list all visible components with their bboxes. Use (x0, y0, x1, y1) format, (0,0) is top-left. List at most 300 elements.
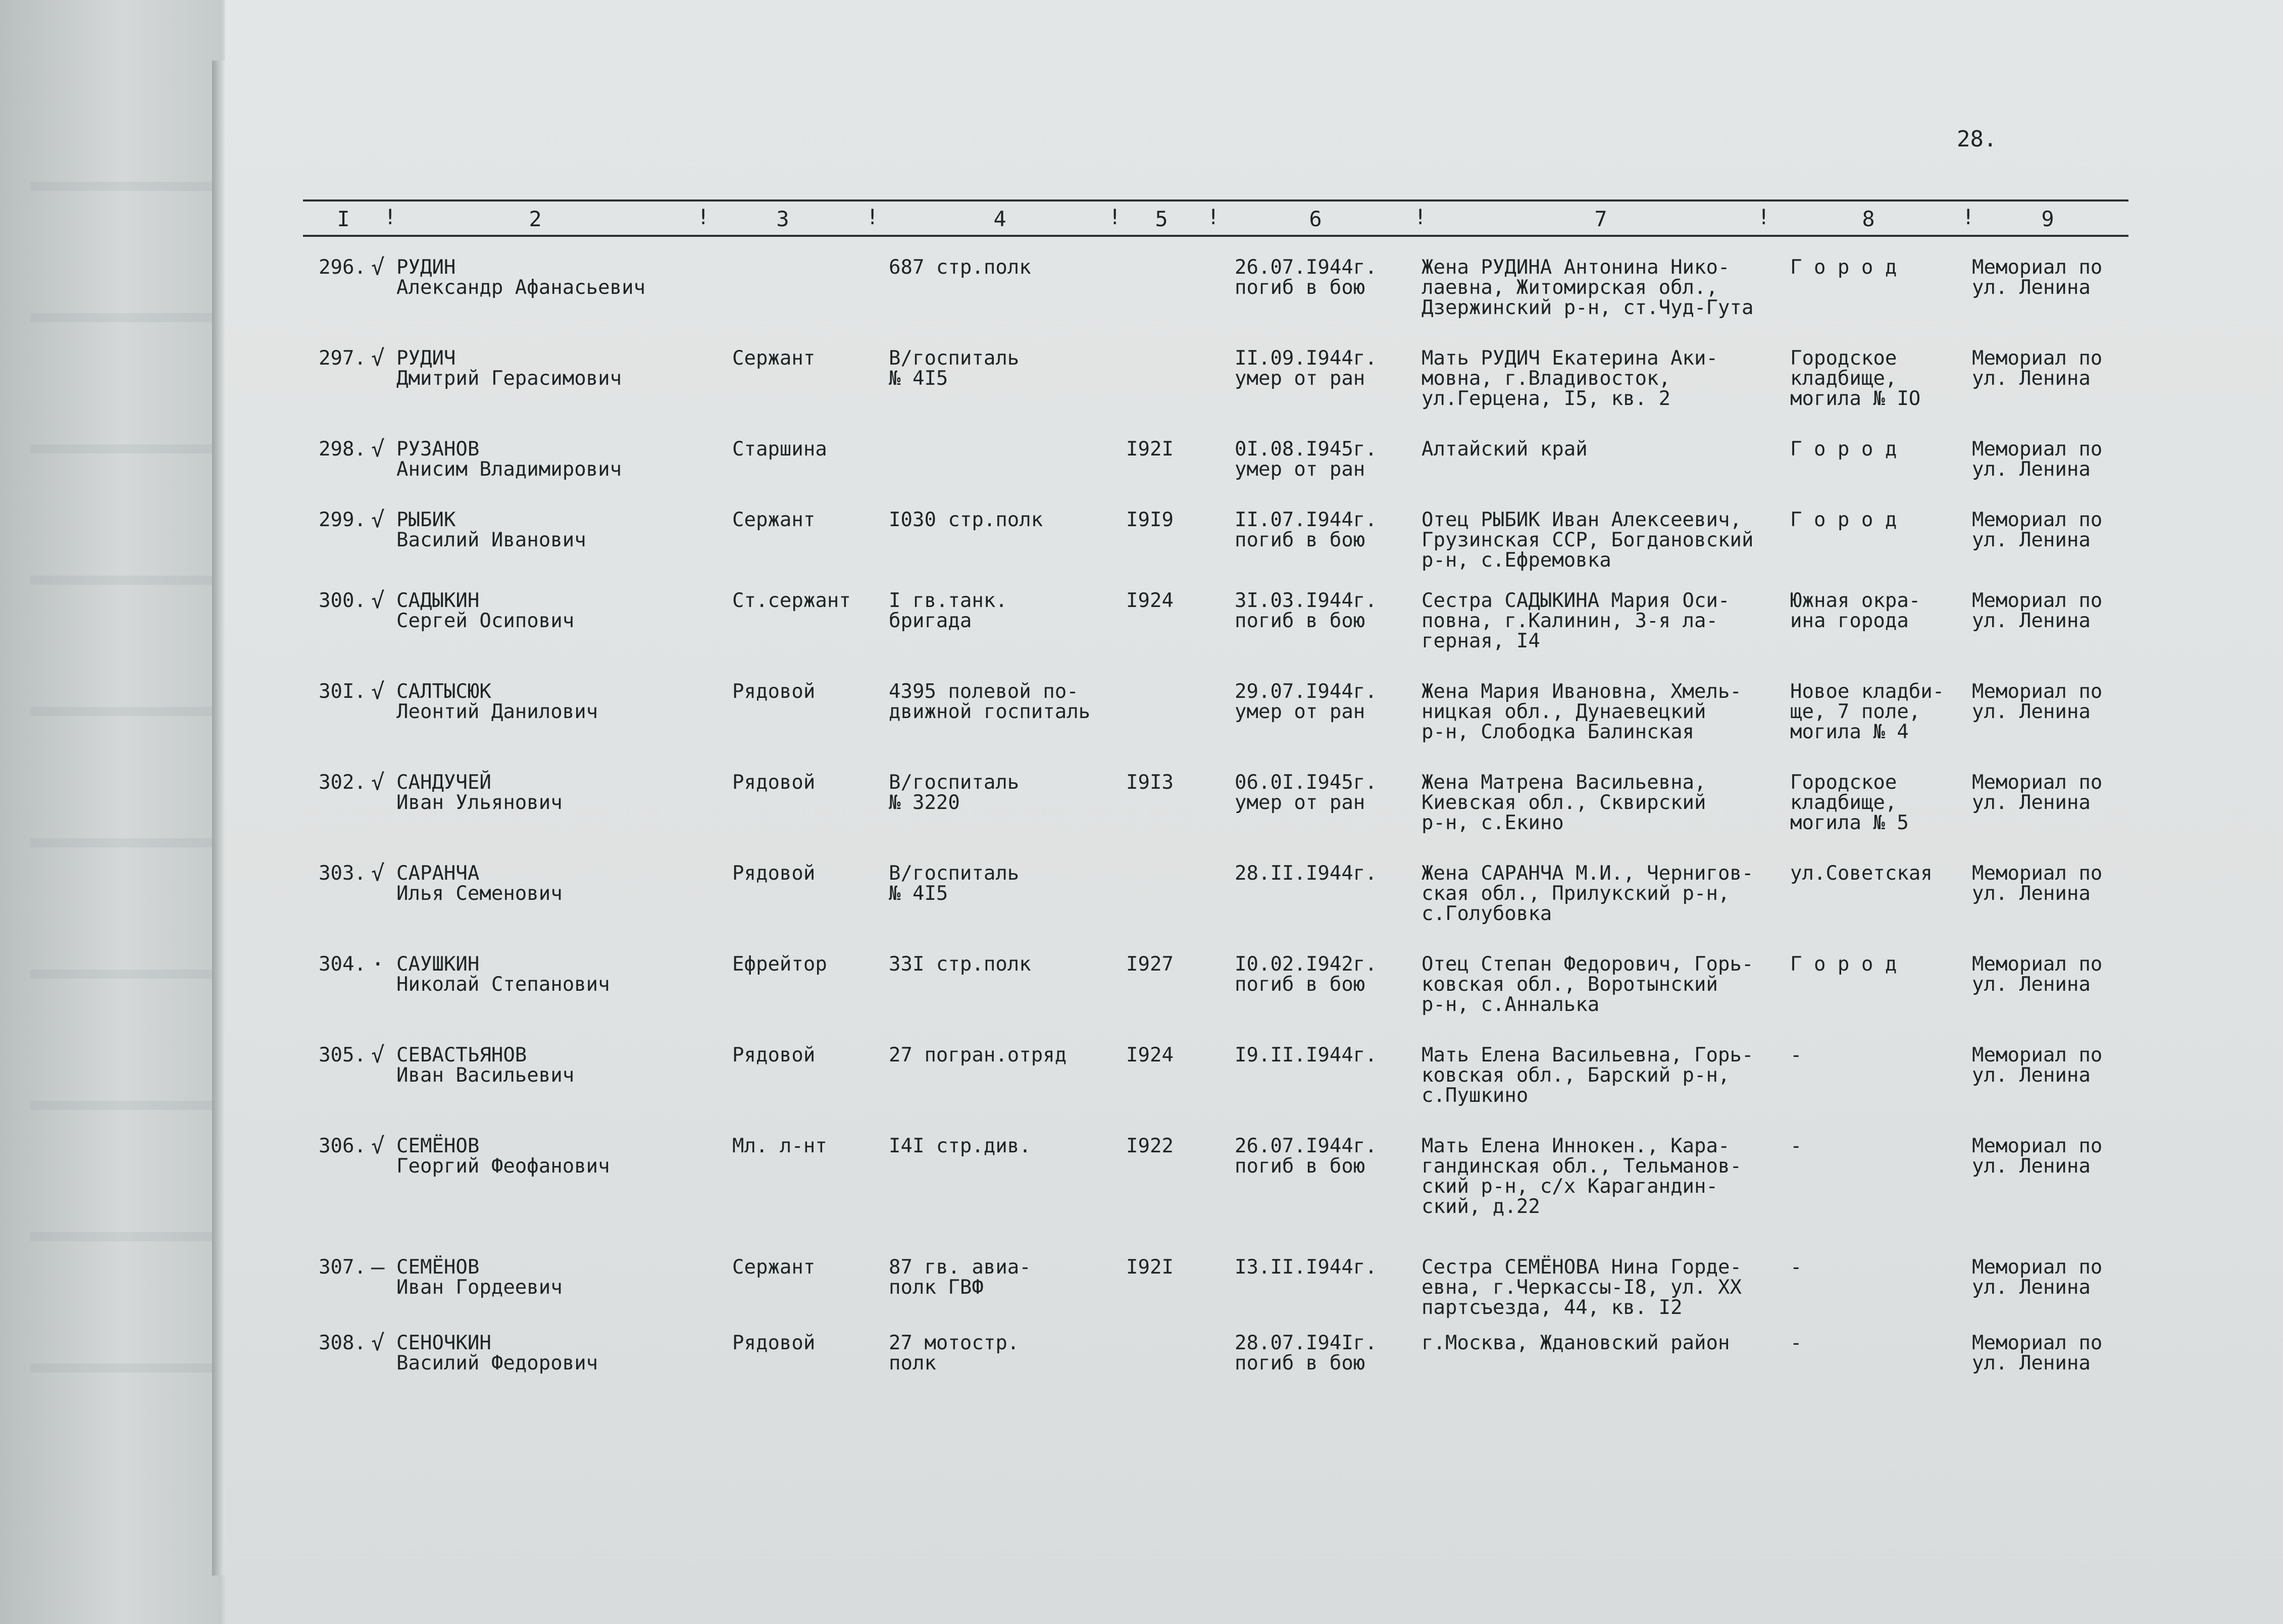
next-of-kin-line: Сестра СЕМЁНОВА Нина Горде- (1422, 1256, 1742, 1279)
next-of-kin-line: евна, г.Черкассы-I8, ул. XX (1422, 1276, 1742, 1299)
burial-place (1790, 1257, 1977, 1278)
death-date (1235, 1045, 1437, 1065)
next-of-kin-line: лаевна, Житомирская обл., (1422, 276, 1718, 299)
given-names: Леонтий Данилович (396, 700, 598, 723)
next-of-kin (1422, 773, 1785, 833)
column-header-7: 7 (1594, 206, 1607, 231)
bleed-through-line (30, 1232, 212, 1241)
next-of-kin (1422, 1045, 1785, 1106)
burial-place (1790, 773, 1977, 833)
given-names: Василий Федорович (396, 1352, 598, 1375)
page-number: 28. (1957, 126, 1997, 152)
military-unit (889, 954, 1116, 975)
memorial-line: Мемориал по (1972, 953, 2103, 976)
death-date-line: I0.02.I942г. (1235, 953, 1377, 976)
column-header-8: 8 (1862, 206, 1875, 231)
column-separator: ! (1207, 205, 1220, 229)
next-of-kin (1422, 510, 1785, 571)
rank: Рядовой (732, 1044, 816, 1067)
military-unit (889, 773, 1116, 813)
surname: СЕВАСТЬЯНОВ (396, 1044, 527, 1067)
next-of-kin (1422, 591, 1785, 651)
next-of-kin-line: ковская обл., Воротынский (1422, 973, 1718, 996)
military-unit-line: бригада (889, 610, 972, 632)
record-number: 30I. (319, 680, 366, 703)
memorial-line: ул. Ленина (1972, 1064, 2091, 1087)
record-number: 297. (319, 347, 366, 370)
check-mark: √ (371, 1042, 385, 1068)
memorial-line: Мемориал по (1972, 771, 2103, 794)
death-date-line: погиб в бою (1235, 276, 1365, 299)
column-separator: ! (1414, 205, 1427, 229)
burial-place (1790, 864, 1977, 884)
record-number: 303. (319, 862, 366, 885)
death-date-line: 26.07.I944г. (1235, 256, 1377, 279)
burial-place-line: могила № 4 (1790, 721, 1909, 743)
memorial-line: ул. Ленина (1972, 529, 2091, 551)
memorial (1972, 1333, 2174, 1374)
next-of-kin (1422, 258, 1785, 318)
column-separator: ! (866, 205, 879, 229)
burial-place (1790, 954, 1977, 975)
next-of-kin-line: Отец Степан Федорович, Горь- (1422, 953, 1754, 976)
military-unit-line: 27 погран.отряд (889, 1044, 1067, 1067)
check-mark: √ (371, 679, 385, 704)
rank: Рядовой (732, 862, 816, 885)
check-mark: √ (371, 1133, 385, 1159)
soldier-name (396, 1333, 689, 1374)
military-unit-line: 87 гв. авиа- (889, 1256, 1031, 1279)
soldier-name (396, 682, 689, 722)
death-date (1235, 954, 1437, 995)
soldier-name (396, 591, 689, 631)
next-of-kin (1422, 1257, 1785, 1318)
check-mark: √ (371, 436, 385, 462)
rank: Сержант (732, 509, 816, 531)
surname: РУДИЧ (396, 347, 456, 370)
given-names: Анисим Владимирович (396, 458, 622, 481)
given-names: Иван Ульянович (396, 791, 563, 814)
burial-place-line: Г о р о д (1790, 256, 1897, 279)
surname: САУШКИН (396, 953, 480, 976)
next-of-kin-line: повна, г.Калинин, 3-я ла- (1422, 610, 1718, 632)
memorial (1972, 258, 2174, 298)
military-unit-line: № 4I5 (889, 367, 948, 390)
bleed-through-line (30, 444, 212, 453)
military-unit-line: движной госпиталь (889, 700, 1091, 723)
soldier-name (396, 439, 689, 480)
death-date (1235, 1257, 1437, 1278)
next-of-kin-line: ский, д.22 (1422, 1195, 1540, 1218)
memorial (1972, 864, 2174, 904)
memorial (1972, 682, 2174, 722)
memorial-line: ул. Ленина (1972, 791, 2091, 814)
given-names: Николай Степанович (396, 973, 610, 996)
given-names: Дмитрий Герасимович (396, 367, 622, 390)
surname: СЕМЁНОВ (396, 1135, 480, 1157)
bleed-through-line (30, 1101, 212, 1110)
burial-place (1790, 439, 1977, 460)
memorial-line: ул. Ленина (1972, 367, 2091, 390)
next-of-kin-line: гандинская обл., Тельманов- (1422, 1155, 1742, 1178)
rank: Рядовой (732, 1332, 816, 1354)
record-number: 306. (319, 1135, 366, 1157)
record-number: 305. (319, 1044, 366, 1067)
bleed-through-line (30, 182, 212, 191)
death-date (1235, 510, 1437, 550)
memorial-line: ул. Ленина (1972, 1155, 2091, 1178)
burial-place (1790, 682, 1977, 742)
next-of-kin-line: Мать Елена Васильевна, Горь- (1422, 1044, 1754, 1067)
soldier-name (396, 348, 689, 389)
death-date (1235, 439, 1437, 480)
death-date-line: погиб в бою (1235, 529, 1365, 551)
memorial-line: ул. Ленина (1972, 1352, 2091, 1375)
check-mark: √ (371, 255, 385, 280)
burial-place (1790, 348, 1977, 409)
check-mark: · (371, 951, 385, 977)
record-number: 300. (319, 589, 366, 612)
death-date-line: погиб в бою (1235, 610, 1365, 632)
next-of-kin (1422, 348, 1785, 409)
military-unit-line: В/госпиталь (889, 862, 1020, 885)
memorial (1972, 1257, 2174, 1298)
rank: Сержант (732, 347, 816, 370)
column-header-4: 4 (993, 206, 1006, 231)
bleed-through-line (30, 576, 212, 585)
next-of-kin-line: Грузинская ССР, Богдановский (1422, 529, 1754, 551)
next-of-kin (1422, 682, 1785, 742)
next-of-kin (1422, 954, 1785, 1015)
next-of-kin-line: Жена Мария Ивановна, Хмель- (1422, 680, 1742, 703)
death-date (1235, 773, 1437, 813)
given-names: Иван Васильевич (396, 1064, 575, 1087)
next-of-kin-line: партсъезда, 44, кв. I2 (1422, 1296, 1683, 1319)
memorial-line: Мемориал по (1972, 256, 2103, 279)
check-mark: √ (371, 507, 385, 533)
burial-place-line: Г о р о д (1790, 953, 1897, 976)
death-date (1235, 258, 1437, 298)
death-date-line: погиб в бою (1235, 973, 1365, 996)
military-unit-line: полк (889, 1352, 936, 1375)
birth-year: I924 (1126, 589, 1174, 612)
memorial (1972, 1136, 2174, 1177)
death-date-line: 26.07.I944г. (1235, 1135, 1377, 1157)
next-of-kin-line: мовна, г.Владивосток, (1422, 367, 1671, 390)
death-date-line: I9.II.I944г. (1235, 1044, 1377, 1067)
next-of-kin (1422, 439, 1785, 460)
military-unit (889, 591, 1116, 631)
memorial (1972, 439, 2174, 480)
soldier-name (396, 954, 689, 995)
surname: РУЗАНОВ (396, 438, 480, 461)
military-unit (889, 864, 1116, 904)
next-of-kin-line: с.Голубовка (1422, 902, 1552, 925)
surname: САДЫКИН (396, 589, 480, 612)
record-number: 304. (319, 953, 366, 976)
birth-year: I92I (1126, 438, 1174, 461)
burial-place-line: могила № 5 (1790, 811, 1909, 834)
surname: СЕНОЧКИН (396, 1332, 491, 1354)
military-unit-line: I4I стр.див. (889, 1135, 1031, 1157)
bleed-through-line (30, 970, 212, 979)
death-date-line: 29.07.I944г. (1235, 680, 1377, 703)
next-of-kin-line: р-н, с.Анналька (1422, 993, 1600, 1016)
column-header-2: 2 (529, 206, 542, 231)
military-unit (889, 348, 1116, 389)
next-of-kin-line: ский р-н, с/х Карагандин- (1422, 1175, 1718, 1198)
memorial (1972, 1045, 2174, 1086)
check-mark: √ (371, 770, 385, 795)
death-date-line: II.07.I944г. (1235, 509, 1377, 531)
bleed-through-line (30, 838, 212, 847)
next-of-kin-line: Сестра САДЫКИНА Мария Оси- (1422, 589, 1730, 612)
column-separator: ! (1962, 205, 1975, 229)
death-date-line: II.09.I944г. (1235, 347, 1377, 370)
memorial-line: ул. Ленина (1972, 458, 2091, 481)
column-header-5: 5 (1155, 206, 1168, 231)
given-names: Сергей Осипович (396, 610, 575, 632)
burial-place-line: ще, 7 поле, (1790, 700, 1921, 723)
next-of-kin-line: Жена Матрена Васильевна, (1422, 771, 1706, 794)
burial-place (1790, 1136, 1977, 1156)
next-of-kin-line: герная, I4 (1422, 630, 1540, 652)
next-of-kin-line: Киевская обл., Сквирский (1422, 791, 1706, 814)
memorial-line: ул. Ленина (1972, 1276, 2091, 1299)
memorial-line: ул. Ленина (1972, 882, 2091, 905)
burial-place-line: ул.Советская (1790, 862, 1933, 885)
soldier-name (396, 1136, 689, 1177)
record-number: 302. (319, 771, 366, 794)
next-of-kin-line: Отец РЫБИК Иван Алексеевич, (1422, 509, 1742, 531)
death-date (1235, 348, 1437, 389)
burial-place-line: Городское (1790, 771, 1897, 794)
surname: САНДУЧЕЙ (396, 771, 491, 794)
military-unit-line: № 3220 (889, 791, 960, 814)
burial-place-line: Новое кладби- (1790, 680, 1945, 703)
death-date-line: погиб в бою (1235, 1155, 1365, 1178)
military-unit (889, 258, 1116, 278)
burial-place-line: - (1790, 1332, 1802, 1354)
military-unit-line: 33I стр.полк (889, 953, 1031, 976)
military-unit (889, 1136, 1116, 1156)
bleed-through-line (30, 707, 212, 716)
check-mark: √ (371, 1330, 385, 1356)
rank: Сержант (732, 1256, 816, 1279)
given-names: Георгий Феофанович (396, 1155, 610, 1178)
death-date-line: погиб в бою (1235, 1352, 1365, 1375)
death-date-line: 0I.08.I945г. (1235, 438, 1377, 461)
rank: Ст.сержант (732, 589, 851, 612)
record-number: 296. (319, 256, 366, 279)
column-separator: ! (1108, 205, 1122, 229)
memorial-line: Мемориал по (1972, 1044, 2103, 1067)
military-unit (889, 682, 1116, 722)
record-number: 307. (319, 1256, 366, 1279)
next-of-kin-line: ковская обл., Барский р-н, (1422, 1064, 1730, 1087)
military-unit-line: 4395 полевой по- (889, 680, 1079, 703)
given-names: Иван Гордеевич (396, 1276, 563, 1299)
next-of-kin-line: р-н, с.Ефремовка (1422, 549, 1611, 572)
burial-place-line: Г о р о д (1790, 438, 1897, 461)
death-date-line: 3I.03.I944г. (1235, 589, 1377, 612)
header-top-rule (303, 199, 2128, 201)
memorial (1972, 591, 2174, 631)
death-date-line: умер от ран (1235, 458, 1365, 481)
next-of-kin (1422, 864, 1785, 924)
military-unit (889, 1045, 1116, 1065)
given-names: Василий Иванович (396, 529, 586, 551)
burial-place-line: кладбище, (1790, 791, 1897, 814)
surname: СЕМЁНОВ (396, 1256, 480, 1279)
column-header-3: 3 (776, 206, 789, 231)
memorial-line: Мемориал по (1972, 1332, 2103, 1354)
memorial (1972, 954, 2174, 995)
burial-place-line: кладбище, (1790, 367, 1897, 390)
surname: САРАНЧА (396, 862, 480, 885)
next-of-kin-line: Жена РУДИНА Антонина Нико- (1422, 256, 1730, 279)
death-date-line: умер от ран (1235, 367, 1365, 390)
column-header-1: I (337, 206, 350, 231)
soldier-name (396, 1045, 689, 1086)
next-of-kin (1422, 1333, 1785, 1353)
death-date-line: 06.0I.I945г. (1235, 771, 1377, 794)
military-unit-line: 687 стр.полк (889, 256, 1031, 279)
burial-place (1790, 258, 1977, 278)
given-names: Александр Афанасьевич (396, 276, 646, 299)
record-number: 298. (319, 438, 366, 461)
next-of-kin-line: ницкая обл., Дунаевецкий (1422, 700, 1706, 723)
next-of-kin-line: ская обл., Прилукский р-н, (1422, 882, 1730, 905)
adjacent-page (0, 0, 222, 1624)
soldier-name (396, 1257, 689, 1298)
memorial-line: ул. Ленина (1972, 700, 2091, 723)
military-unit-line: В/госпиталь (889, 347, 1020, 370)
check-mark: √ (371, 860, 385, 886)
surname: РЫБИК (396, 509, 456, 531)
check-mark: √ (371, 588, 385, 614)
burial-place-line: Г о р о д (1790, 509, 1897, 531)
birth-year: I9I9 (1126, 509, 1174, 531)
next-of-kin-line: р-н, Слободка Балинская (1422, 721, 1695, 743)
next-of-kin-line: Алтайский край (1422, 438, 1588, 461)
burial-place (1790, 591, 1977, 631)
burial-place (1790, 1045, 1977, 1065)
next-of-kin-line: Мать РУДИЧ Екатерина Аки- (1422, 347, 1718, 370)
military-unit-line: 27 мотостр. (889, 1332, 1020, 1354)
check-mark: √ (371, 345, 385, 371)
soldier-name (396, 258, 689, 298)
military-unit (889, 1333, 1116, 1374)
death-date (1235, 864, 1437, 884)
memorial-line: Мемориал по (1972, 438, 2103, 461)
burial-place-line: Городское (1790, 347, 1897, 370)
death-date-line: умер от ран (1235, 791, 1365, 814)
birth-year: I922 (1126, 1135, 1174, 1157)
column-header-9: 9 (2041, 206, 2054, 231)
soldier-name (396, 773, 689, 813)
memorial-line: Мемориал по (1972, 680, 2103, 703)
memorial-line: ул. Ленина (1972, 973, 2091, 996)
memorial-line: ул. Ленина (1972, 276, 2091, 299)
death-date (1235, 1333, 1437, 1374)
death-date (1235, 682, 1437, 722)
memorial (1972, 510, 2174, 550)
death-date-line: 28.07.I94Iг. (1235, 1332, 1377, 1354)
burial-place-line: ина города (1790, 610, 1909, 632)
burial-place-line: могила № IO (1790, 387, 1921, 410)
birth-year: I924 (1126, 1044, 1174, 1067)
next-of-kin-line: Мать Елена Иннокен., Кара- (1422, 1135, 1730, 1157)
header-bottom-rule (303, 235, 2128, 237)
record-number: 308. (319, 1332, 366, 1354)
memorial-line: Мемориал по (1972, 1256, 2103, 1279)
military-unit-line: № 4I5 (889, 882, 948, 905)
soldier-name (396, 864, 689, 904)
death-date-line: I3.II.I944г. (1235, 1256, 1377, 1279)
military-unit-line: I гв.танк. (889, 589, 1007, 612)
birth-year: I9I3 (1126, 771, 1174, 794)
memorial (1972, 348, 2174, 389)
record-number: 299. (319, 509, 366, 531)
next-of-kin-line: р-н, с.Екино (1422, 811, 1564, 834)
given-names: Илья Семенович (396, 882, 563, 905)
memorial-line: Мемориал по (1972, 862, 2103, 885)
burial-place-line: - (1790, 1256, 1802, 1279)
rank: Рядовой (732, 771, 816, 794)
next-of-kin-line: г.Москва, Ждановский район (1422, 1332, 1730, 1354)
death-date-line: умер от ран (1235, 700, 1365, 723)
check-mark: – (371, 1254, 385, 1280)
column-header-6: 6 (1309, 206, 1322, 231)
burial-place-line: - (1790, 1135, 1802, 1157)
birth-year: I92I (1126, 1256, 1174, 1279)
bleed-through-line (30, 313, 212, 322)
memorial-line: Мемориал по (1972, 1135, 2103, 1157)
column-separator: ! (384, 205, 397, 229)
burial-place (1790, 510, 1977, 530)
bleed-through-line (30, 1363, 212, 1373)
next-of-kin-line: ул.Герцена, I5, кв. 2 (1422, 387, 1671, 410)
death-date (1235, 591, 1437, 631)
burial-place-line: - (1790, 1044, 1802, 1067)
burial-place-line: Южная окра- (1790, 589, 1921, 612)
military-unit (889, 1257, 1116, 1298)
rank: Ефрейтор (732, 953, 827, 976)
death-date-line: 28.II.I944г. (1235, 862, 1377, 885)
memorial-line: Мемориал по (1972, 589, 2103, 612)
soldier-name (396, 510, 689, 550)
rank: Старшина (732, 438, 827, 461)
next-of-kin-line: с.Пушкино (1422, 1084, 1529, 1107)
next-of-kin (1422, 1136, 1785, 1217)
military-unit-line: полк ГВФ (889, 1276, 984, 1299)
memorial-line: Мемориал по (1972, 347, 2103, 370)
rank: Рядовой (732, 680, 816, 703)
next-of-kin-line: Жена САРАНЧА М.И., Чернигов- (1422, 862, 1754, 885)
death-date (1235, 1136, 1437, 1177)
birth-year: I927 (1126, 953, 1174, 976)
military-unit-line: В/госпиталь (889, 771, 1020, 794)
memorial (1972, 773, 2174, 813)
burial-place (1790, 1333, 1977, 1353)
military-unit-line: I030 стр.полк (889, 509, 1043, 531)
rank: Мл. л-нт (732, 1135, 827, 1157)
surname: РУДИН (396, 256, 456, 279)
column-separator: ! (697, 205, 710, 229)
column-separator: ! (1757, 205, 1770, 229)
next-of-kin-line: Дзержинский р-н, ст.Чуд-Гута (1422, 296, 1754, 319)
